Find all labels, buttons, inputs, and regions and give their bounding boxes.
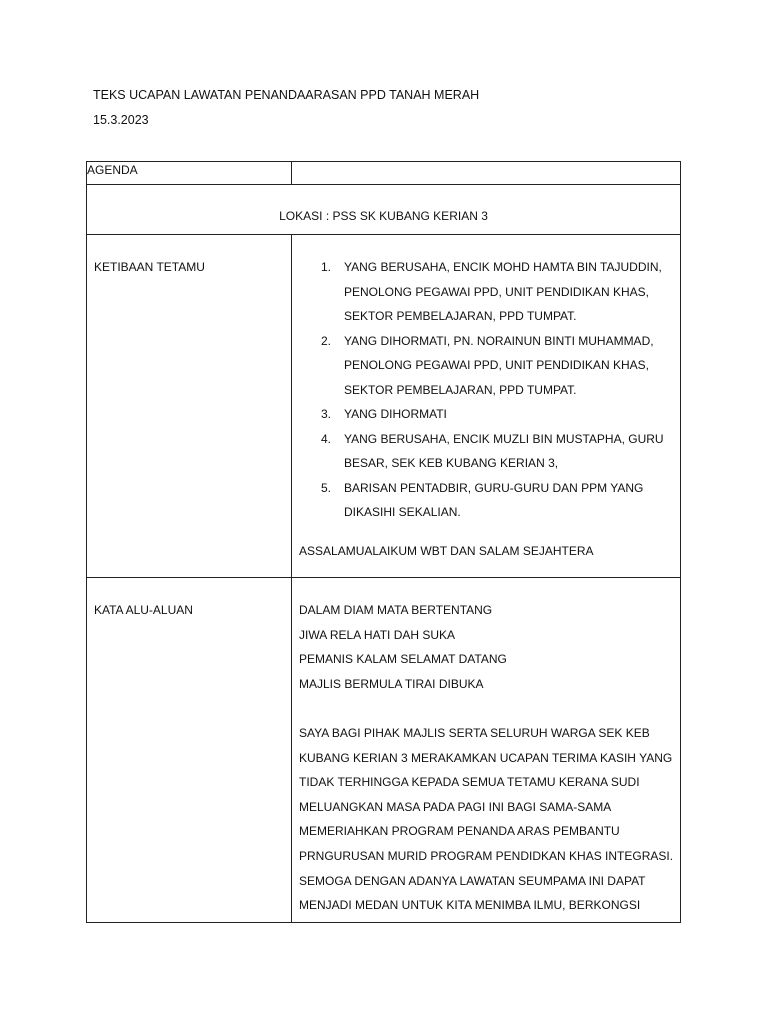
list-line: YANG DIHORMATI bbox=[344, 407, 447, 421]
list-line: DIKASIHI SEKALIAN. bbox=[344, 505, 461, 519]
pantun-line: MAJLIS BERMULA TIRAI DIBUKA bbox=[299, 676, 484, 691]
list-line: YANG BERUSAHA, ENCIK MUZLI BIN MUSTAPHA, GURU bbox=[344, 431, 664, 446]
pantun-line: DALAM DIAM MATA BERTENTANG bbox=[299, 603, 493, 617]
list-item bbox=[321, 480, 672, 529]
table-row-lokasi bbox=[87, 185, 681, 235]
guest-list bbox=[292, 259, 672, 529]
list-line: SEKTOR PEMBELAJARAN, PPD TUMPAT. bbox=[344, 309, 577, 323]
agenda-label: AGENDA bbox=[87, 163, 138, 177]
paragraph-line: MENJADI MEDAN UNTUK KITA MENIMBA ILMU, BERKONGSI bbox=[299, 898, 641, 913]
table-row-ketibaan bbox=[87, 235, 681, 578]
lokasi-text: LOKASI : PSS SK KUBANG KERIAN 3 bbox=[279, 209, 488, 223]
document-title: TEKS UCAPAN LAWATAN PENANDAARASAN PPD TANAH MERAH bbox=[93, 88, 480, 102]
list-line: PENOLONG PEGAWAI PPD, UNIT PENDIDIKAN KHAS, bbox=[344, 358, 649, 372]
list-line: SEKTOR PEMBELAJARAN, PPD TUMPAT. bbox=[344, 382, 577, 397]
lokasi-cell bbox=[87, 185, 681, 235]
paragraph-line: SAYA BAGI PIHAK MAJLIS SERTA SELURUH WARGA SEK KEB bbox=[299, 725, 650, 740]
document-date: 15.3.2023 bbox=[93, 113, 149, 127]
pantun-line: PEMANIS KALAM SELAMAT DATANG bbox=[299, 652, 507, 667]
kata-content-cell bbox=[292, 578, 681, 923]
list-line: PENOLONG PEGAWAI PPD, UNIT PENDIDIKAN KHAS, bbox=[344, 284, 649, 299]
agenda-value-cell bbox=[292, 162, 681, 185]
paragraph-line: MEMERIAHKAN PROGRAM PENANDA ARAS PEMBANTU bbox=[299, 824, 620, 839]
table-row-agenda bbox=[87, 162, 681, 185]
agenda-table bbox=[86, 161, 681, 923]
list-item bbox=[321, 259, 672, 333]
list-number: 2. bbox=[321, 333, 332, 348]
agenda-label-cell bbox=[87, 162, 292, 185]
pantun-line: JIWA RELA HATI DAH SUKA bbox=[299, 627, 456, 642]
list-item bbox=[321, 406, 672, 431]
ketibaan-label: KETIBAAN TETAMU bbox=[94, 260, 205, 274]
paragraph-line: TIDAK TERHINGGA KEPADA SEMUA TETAMU KERANA SUDI bbox=[299, 775, 640, 790]
list-item bbox=[321, 431, 672, 480]
kata-label: KATA ALU-ALUAN bbox=[94, 603, 193, 617]
paragraph-line: SEMOGA DENGAN ADANYA LAWATAN SEUMPAMA INI DAPAT bbox=[299, 873, 646, 888]
list-line: YANG DIHORMATI, PN. NORAINUN BINTI MUHAMMAD, bbox=[344, 333, 654, 348]
list-number: 5. bbox=[321, 480, 332, 495]
list-line: YANG BERUSAHA, ENCIK MOHD HAMTA BIN TAJUDDIN, bbox=[344, 260, 662, 274]
list-item bbox=[321, 333, 672, 407]
ketibaan-label-cell bbox=[87, 235, 292, 578]
welcome-paragraph bbox=[299, 725, 672, 922]
ketibaan-content-cell bbox=[292, 235, 681, 578]
list-line: BESAR, SEK KEB KUBANG KERIAN 3, bbox=[344, 456, 559, 470]
paragraph-line: MELUANGKAN MASA PADA PAGI INI BAGI SAMA-SAMA bbox=[299, 799, 612, 814]
list-number: 1. bbox=[321, 260, 332, 274]
paragraph-line: KUBANG KERIAN 3 MERAKAMKAN UCAPAN TERIMA KASIH YANG bbox=[299, 750, 673, 765]
greeting-text: ASSALAMUALAIKUM WBT DAN SALAM SEJAHTERA bbox=[299, 543, 594, 558]
paragraph-line: PRNGURUSAN MURID PROGRAM PENDIDKAN KHAS INTEGRASI. bbox=[299, 848, 674, 863]
kata-label-cell bbox=[87, 578, 292, 923]
list-number: 3. bbox=[321, 407, 332, 421]
table-row-kata bbox=[87, 578, 681, 923]
list-line: BARISAN PENTADBIR, GURU-GURU DAN PPM YANG bbox=[344, 480, 644, 495]
pantun bbox=[299, 602, 672, 700]
list-number: 4. bbox=[321, 431, 332, 446]
